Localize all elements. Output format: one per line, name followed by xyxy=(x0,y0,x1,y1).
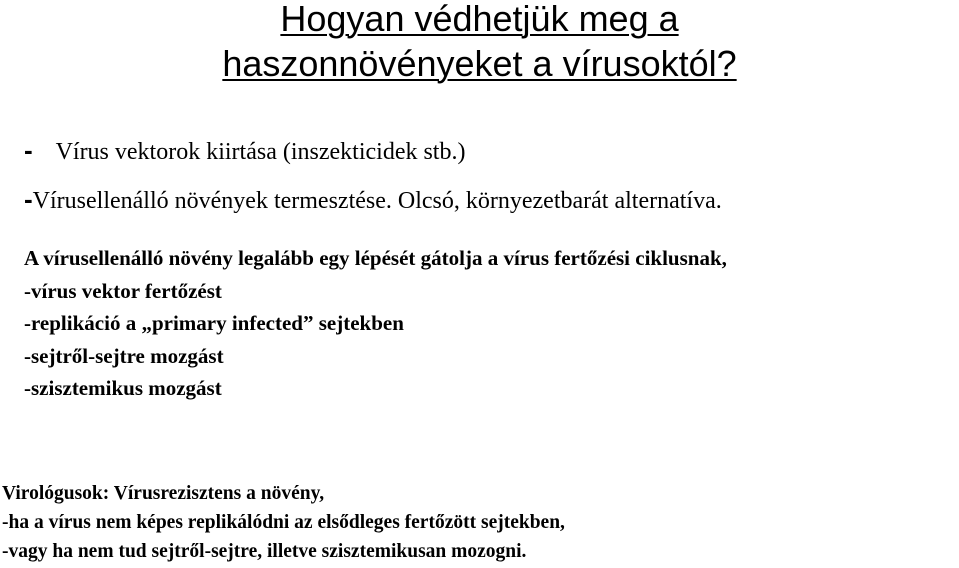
title-line-2: haszonnövényeket a vírusoktól? xyxy=(222,43,737,84)
bullet-dash: - xyxy=(24,184,33,214)
resistance-line-cell-to-cell: -sejtről-sejtre mozgást xyxy=(24,343,224,368)
virologists-line-movement: -vagy ha nem tud sejtről-sejtre, illetve szisztemikusan mozogni. xyxy=(2,541,527,562)
bullet-dash: - xyxy=(24,135,33,165)
resistance-line-replication: -replikáció a „primary infected” sejtekben xyxy=(24,311,404,335)
virologists-paragraph xyxy=(2,479,565,566)
resistance-line-vector: -vírus vektor fertőzést xyxy=(24,278,222,303)
resistance-line-systemic: -szisztemikus mozgást xyxy=(24,376,222,400)
bullet-vector-eradication xyxy=(24,136,465,166)
bullet-resistant-plants xyxy=(24,185,722,215)
virologists-line-replication: -ha a vírus nem képes replikálódni az elsődleges fertőzött sejtekben, xyxy=(2,512,565,533)
resistance-paragraph xyxy=(24,242,727,405)
title-line-1: Hogyan védhetjük meg a xyxy=(280,0,679,39)
resistance-line-intro: A vírusellenálló növény legalább egy lépését gátolja a vírus fertőzési ciklusnak, xyxy=(24,246,727,270)
virologists-line-intro: Virológusok: Vírusrezisztens a növény, xyxy=(2,483,325,504)
bullet-text: Vírusellenálló növények termesztése. Olcsó, környezetbarát alternatíva. xyxy=(32,188,722,214)
bullet-text: Vírus vektorok kiirtása (inszekticidek stb.) xyxy=(50,139,466,165)
